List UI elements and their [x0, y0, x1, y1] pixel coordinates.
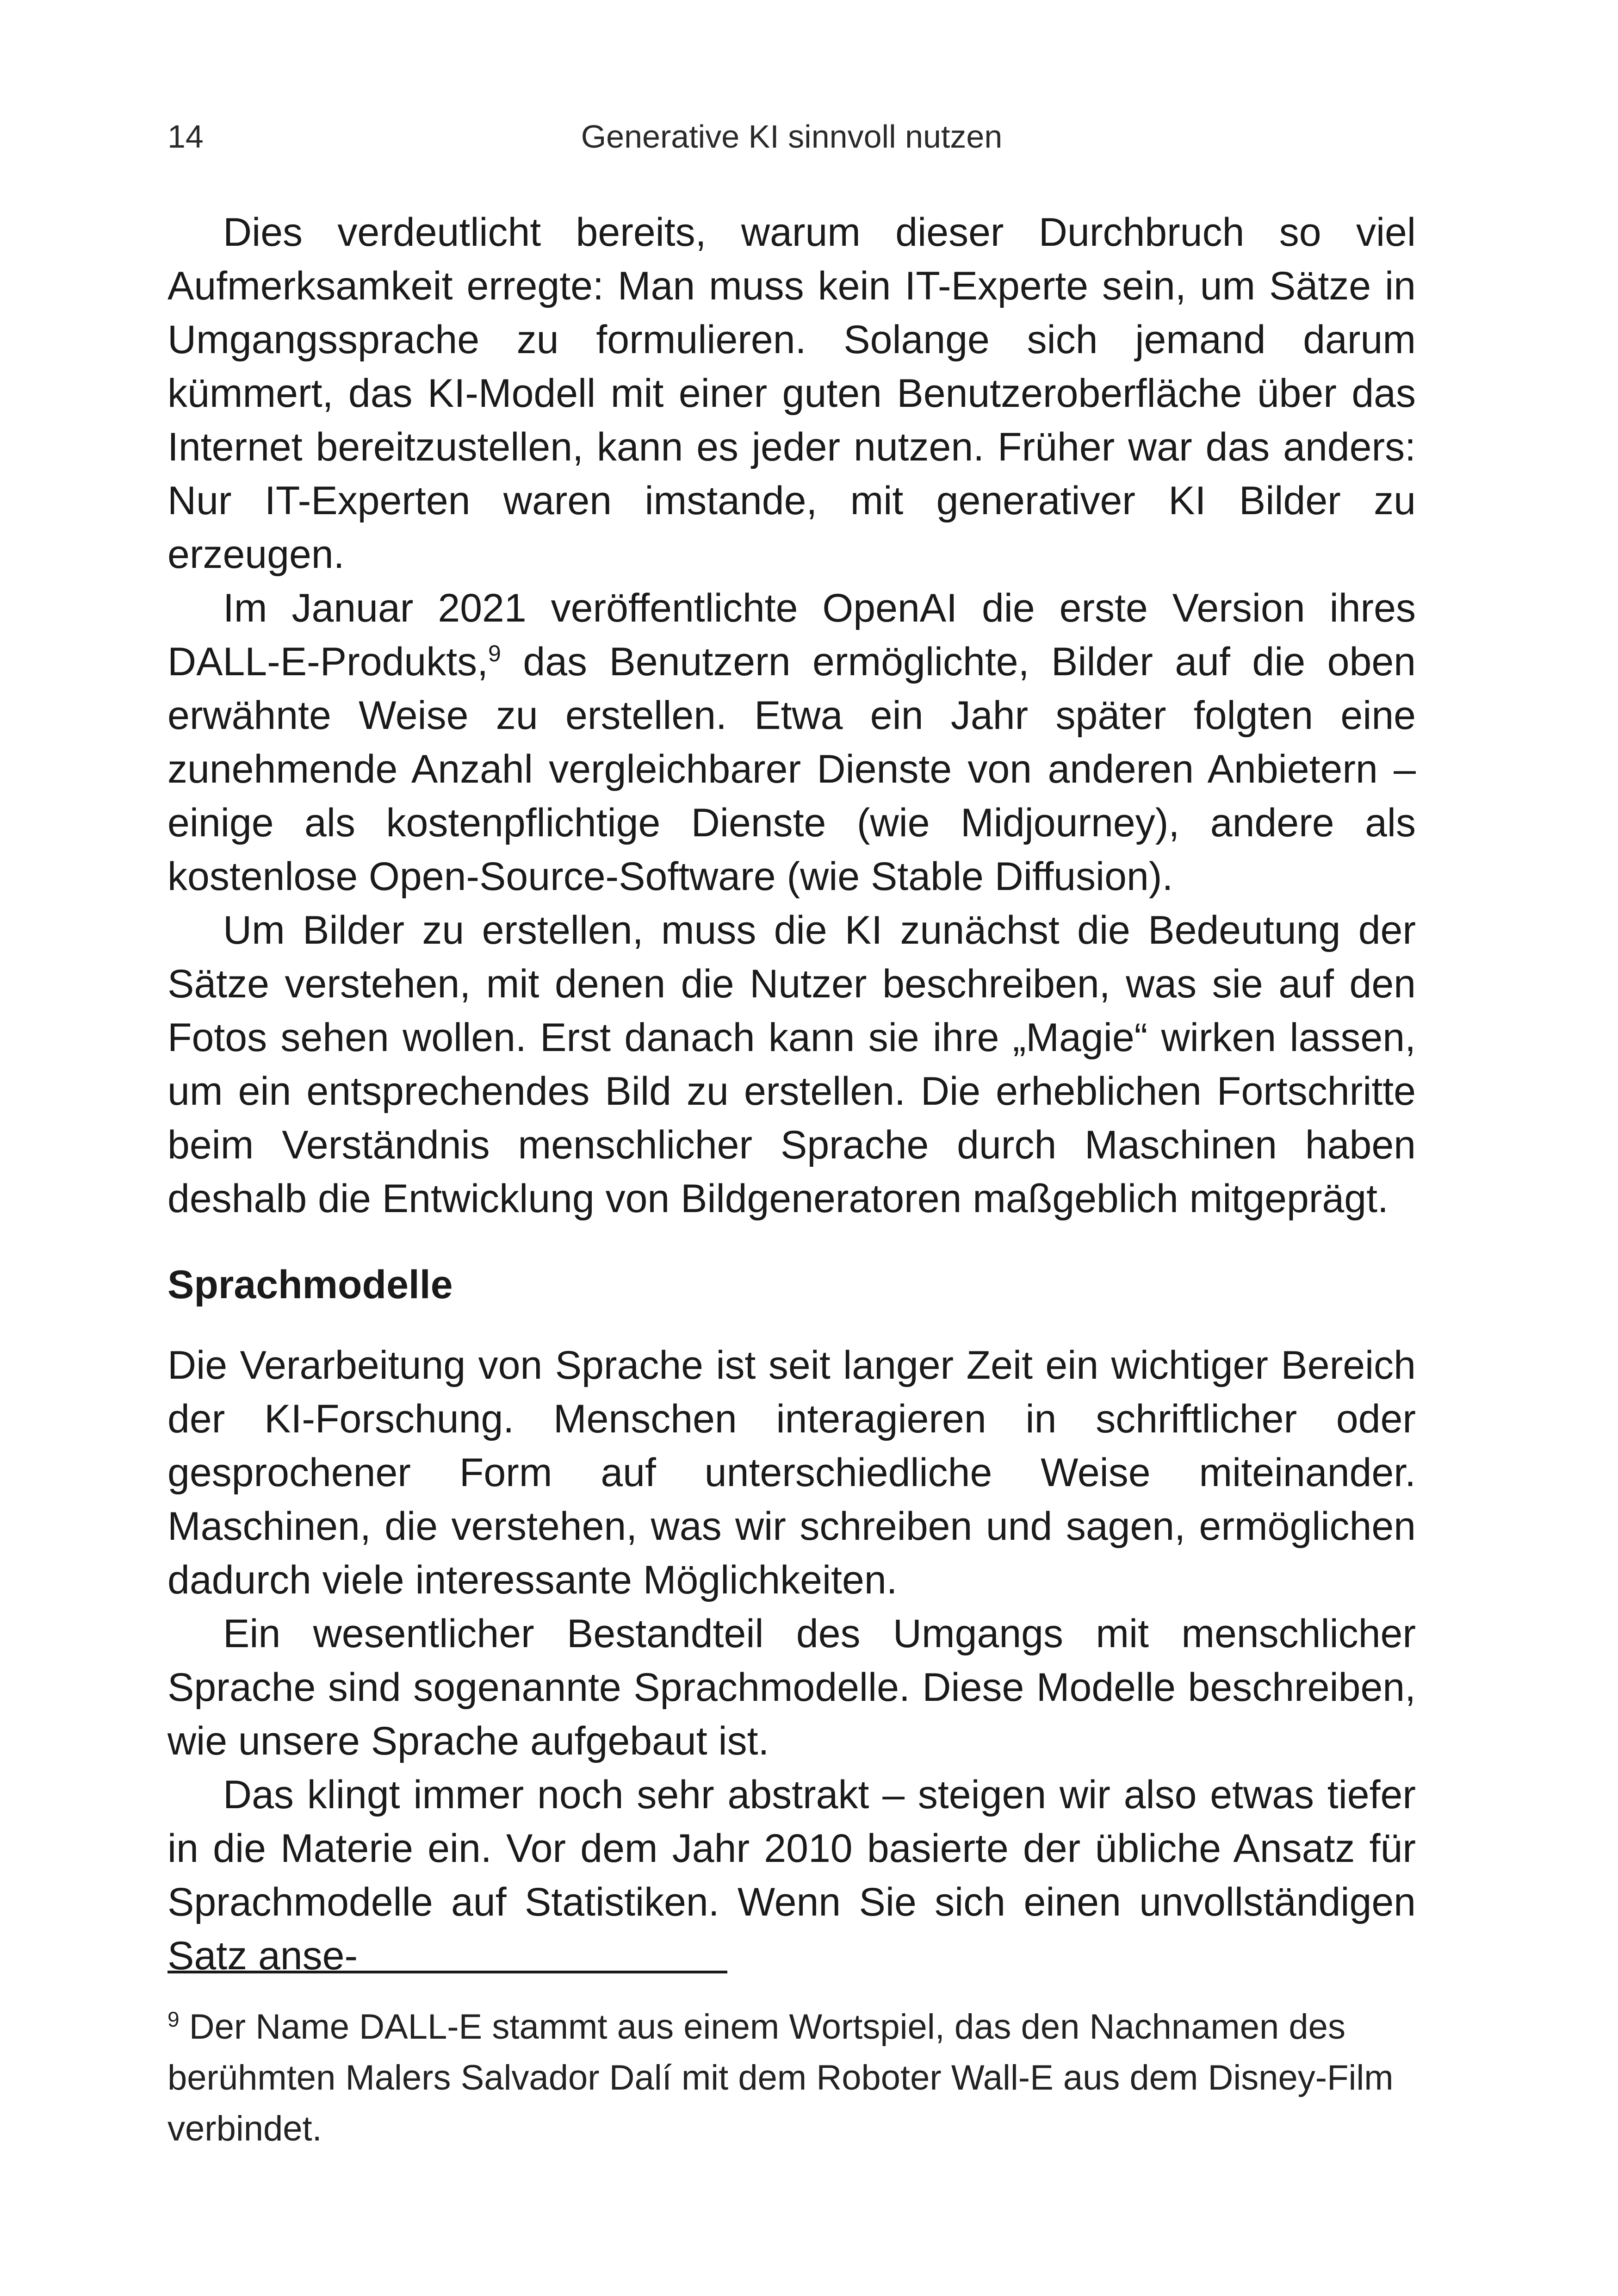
- running-title: Generative KI sinnvoll nutzen: [581, 118, 1003, 155]
- footnote-text: Der Name DALL-E stammt aus einem Wortspiel, das den Nachnamen des berühmten Malers Salvador Dalí mit dem Roboter Wall-E aus dem Disney-Film verbindet.: [167, 2007, 1394, 2148]
- page-header: [167, 111, 1416, 162]
- book-page: [167, 0, 1416, 2296]
- section-heading: Sprachmodelle: [167, 1263, 453, 1307]
- footnote-divider: [167, 1971, 727, 1973]
- paragraph-1: Dies verdeutlicht bereits, warum dieser Durchbruch so viel Aufmerksamkeit erregte: Man muss kein IT-Experte sein, um Sätze in Umgangssprache zu formulieren. Solange sich jemand darum kümmert, das KI-Modell mit einer guten Benutzeroberfläche über das Internet bereitzustellen, kann es jeder nutzen. Früher war das anders: Nur IT-Experten waren imstande, mit generativer KI Bilder zu erzeugen.: [167, 210, 1416, 577]
- paragraph-2-text-end: das Benutzern ermöglichte, Bilder auf die oben erwähnte Weise zu erstellen. Etwa ein Jahr später folgten eine zunehmende Anzahl vergleichbarer Dienste von anderen Anbietern – einige als kostenpflichtige Dienste (wie Midjourney), andere als kostenlose Open-Source-Software (wie Stable Diffusion).: [167, 640, 1416, 899]
- paragraph-2-text-start: Im Januar 2021 veröffentlichte OpenAI die erste Version ihres DALL-E-Produkts,: [167, 586, 1416, 684]
- paragraph-3: Um Bilder zu erstellen, muss die KI zunächst die Bedeutung der Sätze verstehen, mit denen die Nutzer beschreiben, was sie auf den Fotos sehen wollen. Erst danach kann sie ihre „Magie“ wirken lassen, um ein entsprechendes Bild zu erstellen. Die erheblichen Fortschritte beim Verständnis menschlicher Sprache durch Maschinen haben deshalb die Entwicklung von Bildgeneratoren maßgeblich mitgeprägt.: [167, 908, 1416, 1221]
- footnote: [167, 2002, 1416, 2154]
- footnote-number: 9: [167, 2007, 180, 2031]
- body-text: [167, 205, 1416, 1983]
- paragraph-5: Ein wesentlicher Bestandteil des Umgangs mit menschlicher Sprache sind sogenannte Sprachmodelle. Diese Modelle beschreiben, wie unsere Sprache aufgebaut ist.: [167, 1612, 1416, 1763]
- paragraph-2: [167, 581, 1416, 903]
- paragraph-6: Das klingt immer noch sehr abstrakt – steigen wir also etwas tiefer in die Materie ein. Vor dem Jahr 2010 basierte der übliche Ansatz für Sprachmodelle auf Statistiken. Wenn Sie sich einen unvollständigen Satz anse-: [167, 1773, 1416, 1978]
- paragraph-4: Die Verarbeitung von Sprache ist seit langer Zeit ein wichtiger Bereich der KI-Forschung. Menschen interagieren in schriftlicher oder gesprochener Form auf unterschiedliche Weise miteinander. Maschinen, die verstehen, was wir schreiben und sagen, ermöglichen dadurch viele interessante Möglichkeiten.: [167, 1343, 1416, 1602]
- page-number: 14: [167, 118, 204, 155]
- footnote-reference: 9: [488, 641, 501, 666]
